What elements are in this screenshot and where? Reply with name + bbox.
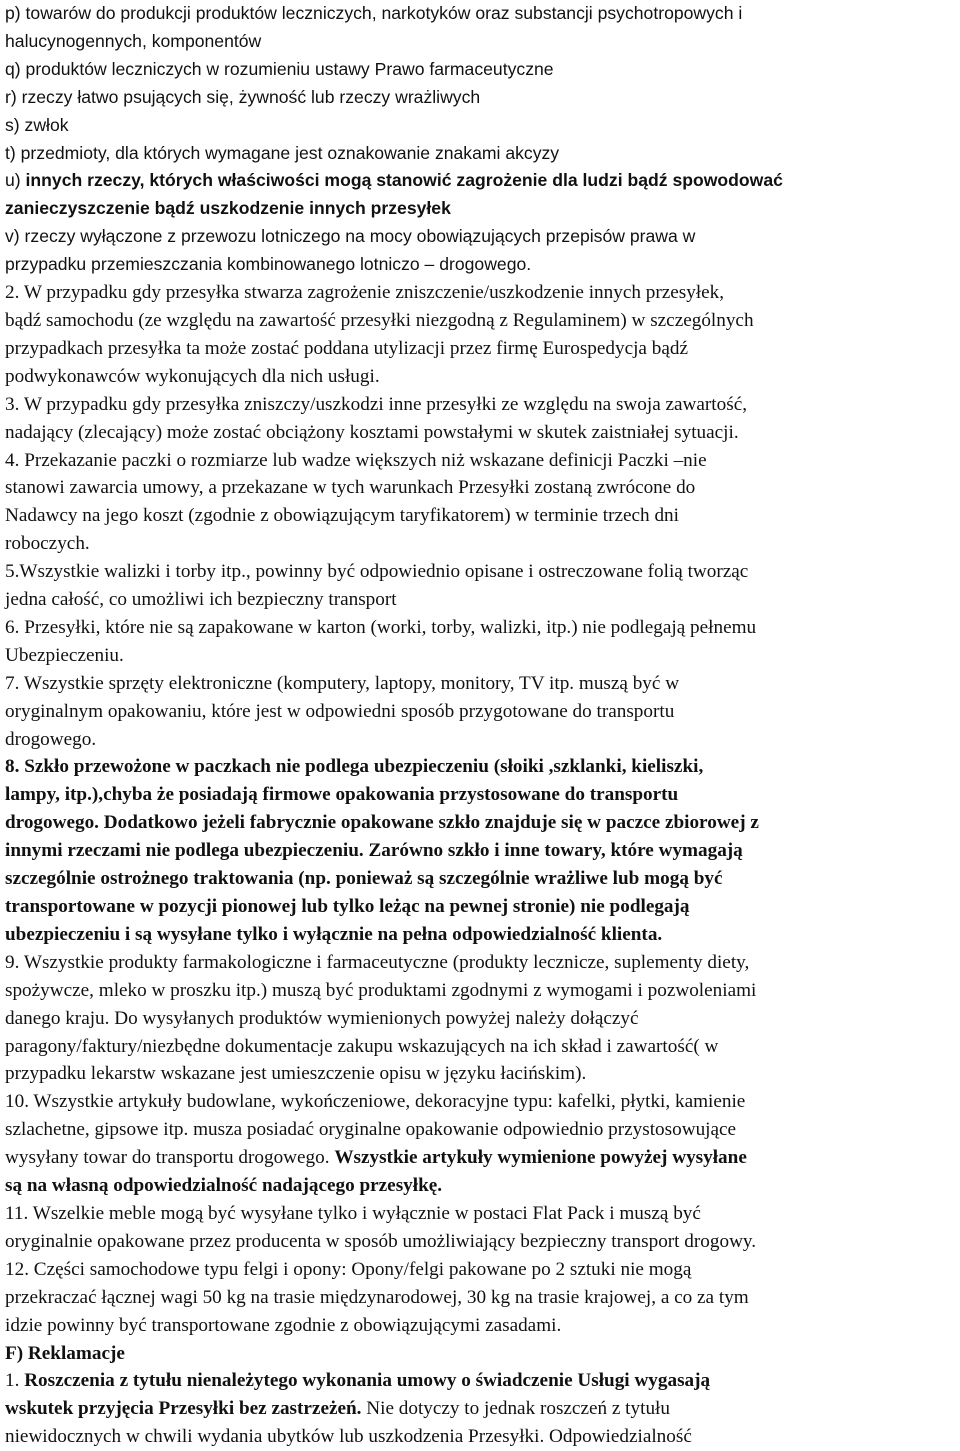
text-run: szczególnie ostrożnego traktowania (np. ponieważ są szczególnie wrażliwe lub mogą być — [5, 868, 723, 890]
text-line — [5, 781, 954, 809]
text-run: 10. Wszystkie artykuły budowlane, wykończeniowe, dekoracyjne typu: kafelki, płytki, kamienie — [5, 1091, 746, 1113]
text-run: p) towarów do produkcji produktów leczniczych, narkotyków oraz substancji psychotropowych i — [5, 3, 743, 23]
text-line — [5, 586, 954, 614]
text-line — [5, 56, 954, 84]
text-line — [5, 84, 954, 112]
text-line — [5, 558, 954, 586]
text-run: F) Reklamacje — [5, 1342, 125, 1364]
text-line — [5, 1144, 954, 1172]
text-run: zanieczyszczenie bądź uszkodzenie innych przesyłek — [5, 198, 451, 219]
text-line — [5, 307, 954, 335]
text-run: są na własną odpowiedzialność nadającego przesyłkę. — [5, 1175, 443, 1197]
text-run: drogowego. Dodatkowo jeżeli fabrycznie opakowane szkło znajduje się w paczce zbiorowej z — [5, 812, 759, 834]
text-line — [5, 251, 954, 279]
text-line — [5, 1312, 954, 1340]
text-run: oryginalnie opakowane przez producenta w sposób umożliwiający bezpieczny transport drogowy. — [5, 1230, 757, 1252]
text-line — [5, 447, 954, 475]
text-line — [5, 949, 954, 977]
text-line — [5, 753, 954, 781]
text-run: t) przedmioty, dla których wymagane jest oznakowanie znakami akcyzy — [5, 142, 560, 163]
text-line — [5, 1005, 954, 1033]
text-run: roboczych. — [5, 533, 90, 555]
text-run: 7. Wszystkie sprzęty elektroniczne (komputery, laptopy, monitory, TV itp. muszą być w — [5, 672, 680, 694]
text-line — [5, 1423, 954, 1451]
text-line — [5, 195, 954, 223]
text-line — [5, 419, 954, 447]
text-line — [5, 167, 954, 195]
text-run: innych rzeczy, których właściwości mogą stanowić zagrożenie dla ludzi bądź spowodować — [25, 170, 783, 191]
text-run: jedna całość, co umożliwi ich bezpieczny transport — [5, 589, 397, 611]
text-run: 4. Przekazanie paczki o rozmiarze lub wadze większych niż wskazane definicji Paczki –nie — [5, 449, 707, 471]
text-line — [5, 1284, 954, 1312]
text-run: 1. — [5, 1370, 25, 1392]
text-line — [5, 140, 954, 168]
text-line — [5, 363, 954, 391]
text-run: spożywcze, mleko w proszku itp.) muszą być produktami zgodnymi z wymogami i pozwoleniami — [5, 979, 757, 1001]
text-run: halucynogennych, komponentów — [5, 30, 262, 51]
text-run: 6. Przesyłki, które nie są zapakowane w karton (worki, torby, walizki, itp.) nie podlegają pełnemu — [5, 616, 757, 638]
text-run: szlachetne, gipsowe itp. musza posiadać oryginalne opakowanie odpowiednio przystosowujące — [5, 1119, 737, 1141]
text-run: przypadku przemieszczania kombinowanego lotniczo – drogowego. — [5, 254, 532, 275]
text-line — [5, 1200, 954, 1228]
text-run: Ubezpieczeniu. — [5, 644, 124, 666]
text-line — [5, 1395, 954, 1423]
text-line — [5, 1088, 954, 1116]
text-line — [5, 1340, 954, 1368]
text-run: danego kraju. Do wysyłanych produktów wymienionych powyżej należy dołączyć — [5, 1007, 639, 1029]
text-run: 8. Szkło przewożone w paczkach nie podlega ubezpieczeniu (słoiki ,szklanki, kieliszki, — [5, 756, 704, 778]
text-run: v) rzeczy wyłączone z przewozu lotniczego na mocy obowiązujących przepisów prawa w — [5, 226, 696, 247]
text-run: Roszczenia z tytułu nienależytego wykonania umowy o świadczenie Usługi wygasają — [24, 1370, 711, 1392]
text-line — [5, 726, 954, 754]
text-run: transportowane w pozycji pionowej lub tylko leżąc na pewnej stronie) nie podlegają — [5, 896, 690, 917]
text-run: ubezpieczeniu i są wysyłane tylko i wyłącznie na pełna odpowiedzialność klienta. — [5, 923, 663, 945]
text-run: 9. Wszystkie produkty farmakologiczne i farmaceutyczne (produkty lecznicze, suplementy diety, — [5, 951, 750, 973]
text-run: r) rzeczy łatwo psujących się, żywność lub rzeczy wrażliwych — [5, 86, 481, 107]
text-run: 5.Wszystkie walizki i torby itp., powinny być odpowiednio opisane i ostreczowane folią tworząc — [5, 561, 749, 583]
text-line — [5, 335, 954, 363]
text-run: q) produktów leczniczych w rozumieniu ustawy Prawo farmaceutyczne — [5, 58, 554, 79]
text-line — [5, 474, 954, 502]
text-run: Nie dotyczy to jednak roszczeń z tytułu — [361, 1398, 670, 1420]
text-run: 12. Części samochodowe typu felgi i opony: Opony/felgi pakowane po 2 sztuki nie mogą — [5, 1258, 692, 1280]
text-line — [5, 223, 954, 251]
text-run: bądź samochodu (ze względu na zawartość przesyłki niezgodną z Regulaminem) w szczególnych — [5, 309, 754, 331]
text-line — [5, 893, 954, 921]
text-line — [5, 614, 954, 642]
text-run: przypadkach przesyłka ta może zostać poddana utylizacji przez firmę Eurospedycja bądź — [5, 337, 688, 359]
text-line — [5, 1256, 954, 1284]
text-run: podwykonawców wykonujących dla nich usługi. — [5, 365, 380, 387]
text-line — [5, 502, 954, 530]
text-line — [5, 28, 954, 56]
text-line — [5, 809, 954, 837]
text-run: idzie powinny być transportowane zgodnie z obowiązującymi zasadami. — [5, 1314, 562, 1336]
text-run: s) zwłok — [5, 114, 69, 135]
text-line — [5, 530, 954, 558]
text-run: stanowi zawarcia umowy, a przekazane w tych warunkach Przesyłki zostaną zwrócone do — [5, 477, 696, 499]
text-line — [5, 279, 954, 307]
text-run: przekraczać łącznej wagi 50 kg na trasie międzynarodowej, 30 kg na trasie krajowej, a co za tym — [5, 1286, 749, 1308]
text-run: 2. W przypadku gdy przesyłka stwarza zagrożenie zniszczenie/uszkodzenie innych przesyłek, — [5, 282, 725, 304]
text-run: Wszystkie artykuły wymienione powyżej wysyłane — [334, 1147, 747, 1169]
text-line — [5, 1367, 954, 1395]
text-line — [5, 112, 954, 140]
text-line — [5, 698, 954, 726]
text-run: niewidocznych w chwili wydania ubytków lub uszkodzenia Przesyłki. Odpowiedzialność — [5, 1426, 692, 1448]
text-run: paragony/faktury/niezbędne dokumentacje zakupu wskazujących na ich skład i zawartość( w — [5, 1035, 719, 1057]
text-line — [5, 391, 954, 419]
text-line — [5, 0, 954, 28]
text-run: lampy, itp.),chyba że posiadają firmowe opakowania przystosowane do transportu — [5, 784, 679, 806]
text-line — [5, 921, 954, 949]
text-line — [5, 865, 954, 893]
text-line — [5, 837, 954, 865]
text-run: nadający (zlecający) może zostać obciążony kosztami powstałymi w skutek zaistniałej sytuacji. — [5, 421, 739, 443]
text-run: wskutek przyjęcia Przesyłki bez zastrzeżeń. — [5, 1398, 362, 1420]
text-run: 11. Wszelkie meble mogą być wysyłane tylko i wyłącznie w postaci Flat Pack i muszą być — [5, 1202, 701, 1224]
text-line — [5, 977, 954, 1005]
text-run: u) — [5, 170, 26, 191]
text-line — [5, 1060, 954, 1088]
text-line — [5, 670, 954, 698]
text-run: wysyłany towar do transportu drogowego. — [5, 1147, 335, 1169]
text-line — [5, 1228, 954, 1256]
text-line — [5, 1172, 954, 1200]
text-run: oryginalnym opakowaniu, które jest w odpowiedni sposób przygotowane do transportu — [5, 700, 675, 722]
text-line — [5, 1116, 954, 1144]
text-run: innymi rzeczami nie podlega ubezpieczeniu. Zarówno szkło i inne towary, które wymagają — [5, 840, 743, 862]
text-run: 3. W przypadku gdy przesyłka zniszczy/uszkodzi inne przesyłki ze względu na swoja zawartość, — [5, 393, 748, 415]
text-line — [5, 642, 954, 670]
text-run: przypadku lekarstw wskazane jest umieszczenie opisu w języku łacińskim). — [5, 1063, 587, 1085]
text-run: Nadawcy na jego koszt (zgodnie z obowiązującym taryfikatorem) w terminie trzech dni — [5, 505, 679, 527]
text-line — [5, 1033, 954, 1061]
text-run: drogowego. — [5, 728, 97, 750]
